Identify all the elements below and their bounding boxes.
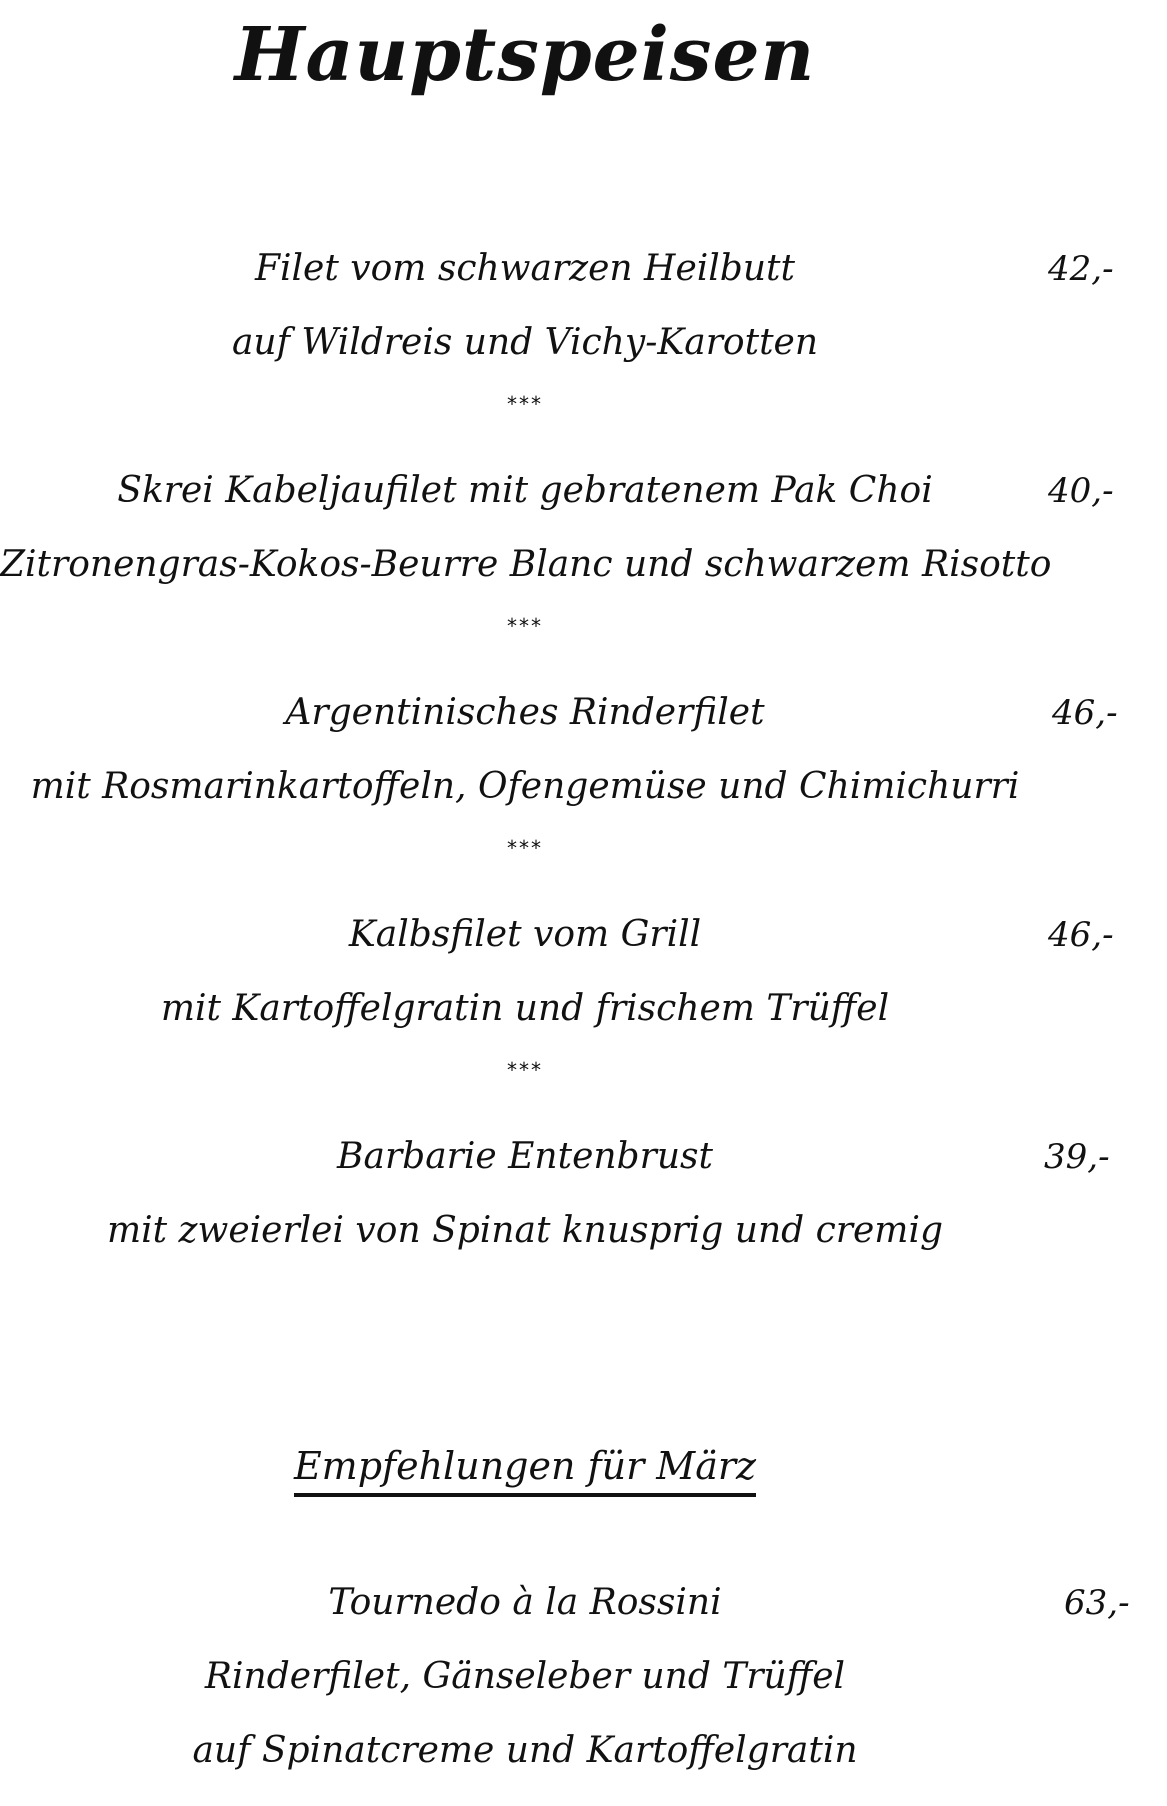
dish-description: mit zweierlei von Spinat knusprig und cremig (106, 1210, 943, 1251)
recommendations-heading (0, 1436, 1050, 1497)
separator: *** (507, 1058, 543, 1082)
dish-price: 46,- (1048, 915, 1114, 955)
dish-price: 39,- (1044, 1137, 1110, 1177)
separator: *** (507, 614, 543, 638)
dish-description: Zitronengras-Kokos-Beurre Blanc und schwarzem Risotto (0, 544, 1052, 585)
dish-price: 46,- (1052, 693, 1118, 733)
dish-price: 42,- (1048, 249, 1114, 289)
recommendation-price: 63,- (1064, 1583, 1130, 1623)
dish-name: Kalbsfilet vom Grill (348, 914, 702, 955)
page-title: Hauptspeisen (234, 12, 816, 98)
recommendations-heading-text: Empfehlungen für März (294, 1441, 756, 1497)
dish-price: 40,- (1048, 471, 1114, 511)
dish-description: mit Rosmarinkartoffeln, Ofengemüse und Chimichurri (30, 766, 1020, 807)
recommendation-description: Rinderfilet, Gänseleber und Trüffel (204, 1656, 846, 1697)
dish-description: mit Kartoffelgratin und frischem Trüffel (160, 988, 890, 1029)
dish-name: Barbarie Entenbrust (337, 1136, 713, 1177)
dish-name: Skrei Kabeljaufilet mit gebratenem Pak Choi (117, 470, 933, 511)
dish-description: auf Wildreis und Vichy-Karotten (231, 322, 819, 363)
separator: *** (507, 392, 543, 416)
dish-name: Filet vom schwarzen Heilbutt (255, 248, 795, 289)
separator: *** (507, 836, 543, 860)
recommendation-description: auf Spinatcreme und Kartoffelgratin (192, 1730, 858, 1771)
dish-name: Argentinisches Rinderfilet (285, 692, 765, 733)
recommendation-name: Tournedo à la Rossini (328, 1582, 722, 1623)
